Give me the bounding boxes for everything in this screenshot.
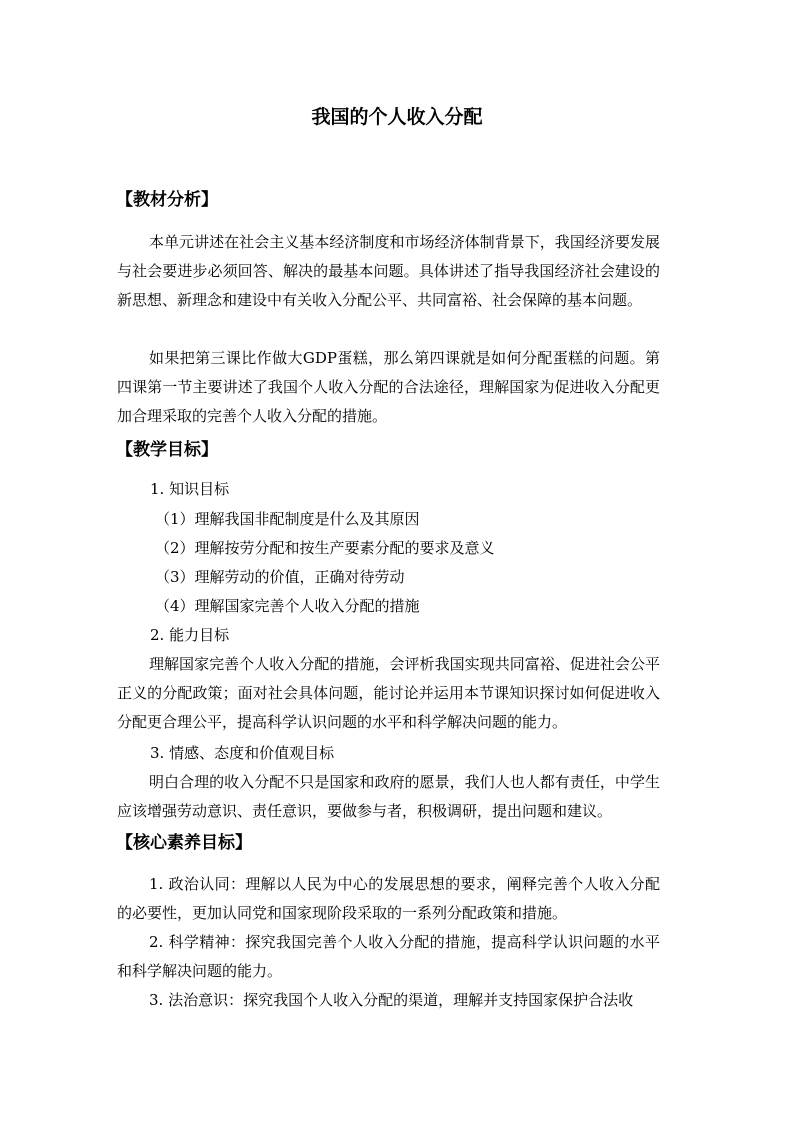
- section-heading-literacy: 【核心素养目标】: [116, 833, 252, 853]
- analysis-paragraph-1: 本单元讲述在社会主义基本经济制度和市场经济体制背景下，我国经济要发展与社会要进步必须回答、解决的最基本问题。具体讲述了指导我国经济社会建设的新思想、新理念和建设中有关收入分配公平、共同富裕、社会保障的基本问题。: [117, 233, 660, 309]
- goal-ability-title: 2. 能力目标: [150, 626, 230, 644]
- section-heading-analysis: 【教材分析】: [116, 190, 218, 210]
- goal-knowledge-title: 1. 知识目标: [150, 480, 230, 498]
- literacy-item: 2. 科学精神：探究我国完善个人收入分配的措施，提高科学认识问题的水平和科学解决问题的能力。: [117, 933, 660, 980]
- goal-knowledge-item: （2）理解按劳分配和按生产要素分配的要求及意义: [155, 539, 495, 557]
- page-title: 我国的个人收入分配: [311, 106, 483, 128]
- literacy-item: 3. 法治意识：探究我国个人收入分配的渠道，理解并支持国家保护合法收: [149, 991, 634, 1009]
- goal-attitude-title: 3. 情感、态度和价值观目标: [150, 744, 335, 762]
- goal-knowledge-item: （3）理解劳动的价值，正确对待劳动: [155, 568, 405, 586]
- section-heading-goals: 【教学目标】: [116, 440, 218, 460]
- goal-knowledge-item: （1）理解我国非配制度是什么及其原因: [155, 510, 420, 528]
- analysis-paragraph-2: 如果把第三课比作做大GDP蛋糕，那么第四课就是如何分配蛋糕的问题。第四课第一节主要讲述了我国个人收入分配的合法途径，理解国家为促进收入分配更加合理采取的完善个人收入分配的措施。: [117, 349, 660, 425]
- goal-attitude-text: 明白合理的收入分配不只是国家和政府的愿景，我们人也人都有责任，中学生应该增强劳动意识、责任意识，要做参与者，积极调研，提出问题和建议。: [117, 773, 660, 820]
- goal-ability-text: 理解国家完善个人收入分配的措施，会评析我国实现共同富裕、促进社会公平正义的分配政策；面对社会具体问题，能讨论并运用本节课知识探讨如何促进收入分配更合理公平，提高科学认识问题的水平和科学解决问题的能力。: [117, 655, 660, 731]
- literacy-item: 1. 政治认同：理解以人民为中心的发展思想的要求，阐释完善个人收入分配的必要性，更加认同党和国家现阶段采取的一系列分配政策和措施。: [117, 875, 660, 922]
- goal-knowledge-item: （4）理解国家完善个人收入分配的措施: [155, 597, 420, 615]
